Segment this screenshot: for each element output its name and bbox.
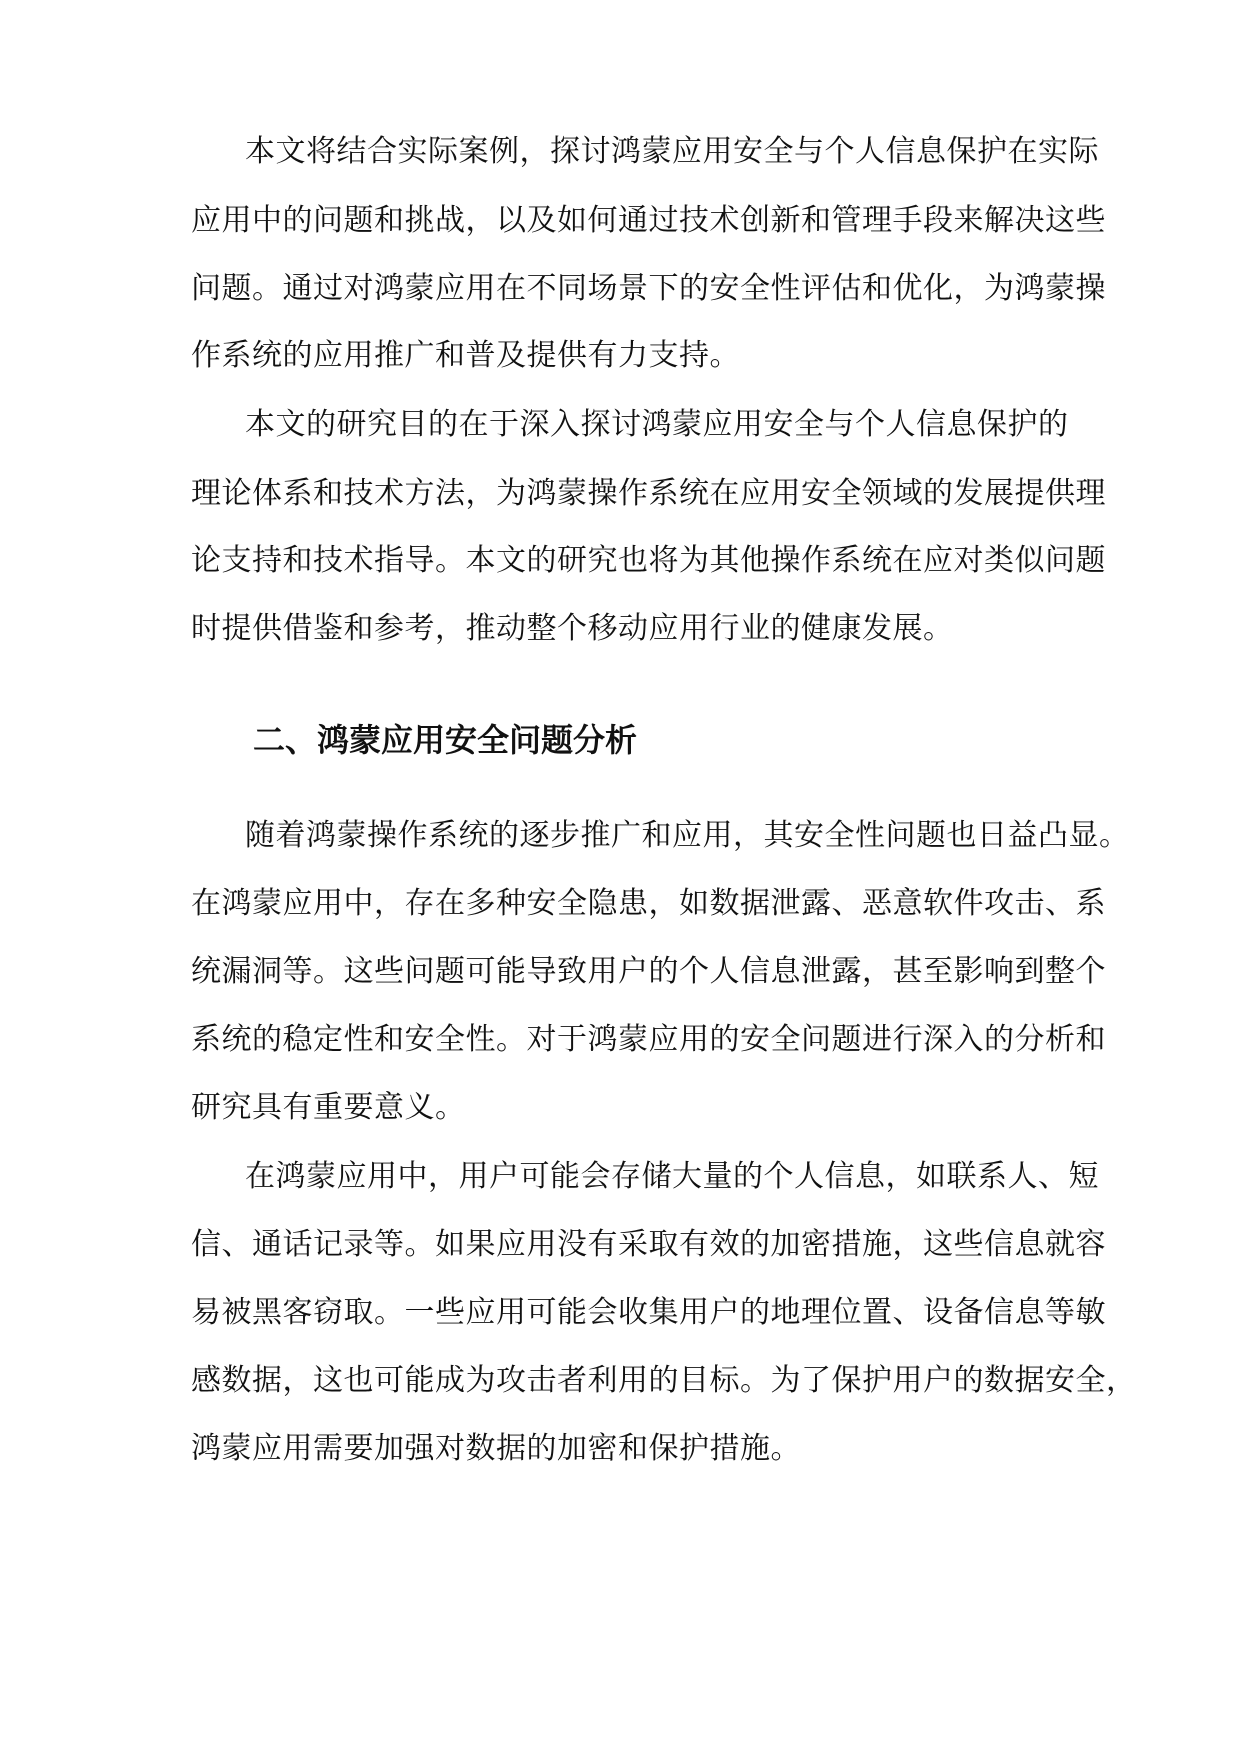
- paragraph-line: 信、通话记录等。如果应用没有采取有效的加密措施，这些信息就容: [191, 1227, 1106, 1262]
- paragraph-line: 在鸿蒙应用中，存在多种安全隐患，如数据泄露、恶意软件攻击、系: [191, 886, 1106, 921]
- paragraph-line: 作系统的应用推广和普及提供有力支持。: [191, 338, 740, 373]
- paragraph-line: 本文的研究目的在于深入探讨鸿蒙应用安全与个人信息保护的: [245, 407, 1069, 442]
- paragraph-line: 鸿蒙应用需要加强对数据的加密和保护措施。: [191, 1431, 801, 1466]
- paragraph-line: 在鸿蒙应用中，用户可能会存储大量的个人信息，如联系人、短: [245, 1159, 1099, 1194]
- section-heading: 二、鸿蒙应用安全问题分析: [253, 721, 638, 759]
- paragraph-line: 时提供借鉴和参考，推动整个移动应用行业的健康发展。: [191, 611, 954, 646]
- paragraph-line: 随着鸿蒙操作系统的逐步推广和应用，其安全性问题也日益凸显。: [245, 818, 1130, 853]
- paragraph-line: 本文将结合实际案例，探讨鸿蒙应用安全与个人信息保护在实际: [245, 134, 1099, 169]
- paragraph-line: 研究具有重要意义。: [191, 1090, 466, 1125]
- paragraph-line: 统漏洞等。这些问题可能导致用户的个人信息泄露，甚至影响到整个: [191, 954, 1106, 989]
- paragraph-line: 应用中的问题和挑战，以及如何通过技术创新和管理手段来解决这些: [191, 203, 1106, 238]
- paragraph-line: 理论体系和技术方法，为鸿蒙操作系统在应用安全领域的发展提供理: [191, 476, 1106, 511]
- paragraph-line: 系统的稳定性和安全性。对于鸿蒙应用的安全问题进行深入的分析和: [191, 1022, 1106, 1057]
- paragraph-line: 易被黑客窃取。一些应用可能会收集用户的地理位置、设备信息等敏: [191, 1295, 1106, 1330]
- paragraph-line: 感数据，这也可能成为攻击者利用的目标。为了保护用户的数据安全，: [191, 1363, 1137, 1398]
- paragraph-line: 论支持和技术指导。本文的研究也将为其他操作系统在应对类似问题: [191, 543, 1106, 578]
- paragraph-line: 问题。通过对鸿蒙应用在不同场景下的安全性评估和优化，为鸿蒙操: [191, 271, 1106, 306]
